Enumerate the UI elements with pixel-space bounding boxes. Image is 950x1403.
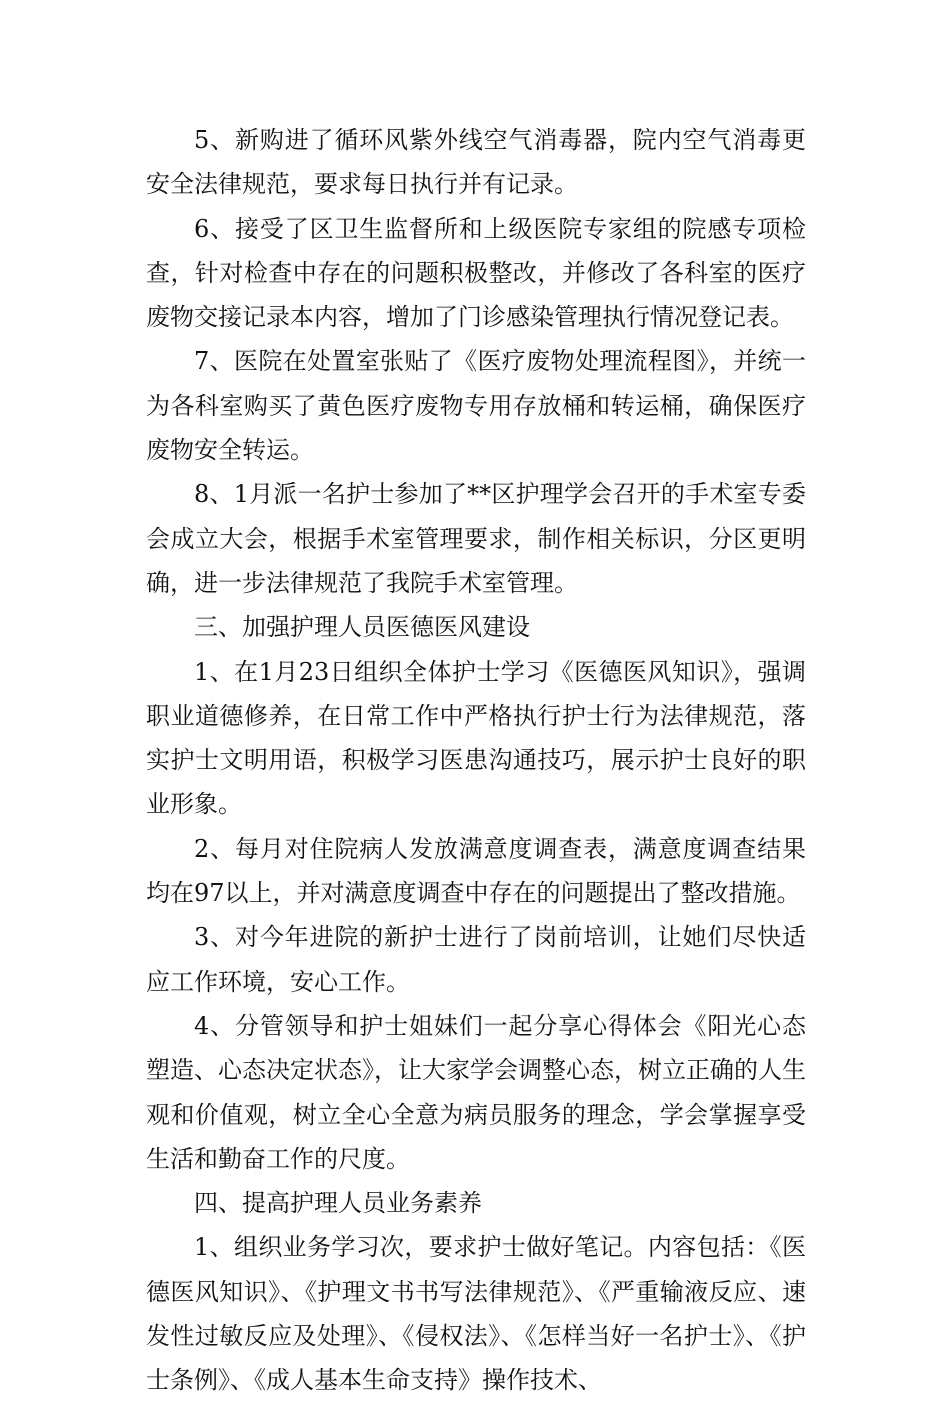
paragraph-section3-item-2: 2、每月对住院病人发放满意度调查表，满意度调查结果均在97以上，并对满意度调查中存在的问题提出了整改措施。 xyxy=(146,834,806,908)
section-heading-4: 四、提高护理人员业务素养 xyxy=(194,1189,482,1218)
section-heading-3: 三、加强护理人员医德医风建设 xyxy=(194,613,530,642)
paragraph-section3-item-3: 3、对今年进院的新护士进行了岗前培训，让她们尽快适应工作环境，安心工作。 xyxy=(146,923,806,996)
paragraph-item-8: 8、1月派一名护士参加了**区护理学会召开的手术室专委会成立大会，根据手术室管理要求，制作相关标识，分区更明确，进一步法律规范了我院手术室管理。 xyxy=(146,480,806,597)
paragraph-item-5: 5、新购进了循环风紫外线空气消毒器，院内空气消毒更安全法律规范，要求每日执行并有记录。 xyxy=(146,126,806,199)
paragraph-section3-item-4: 4、分管领导和护士姐妹们一起分享心得体会《阳光心态塑造、心态决定状态》，让大家学会调整心态，树立正确的人生观和价值观，树立全心全意为病员服务的理念，学会掌握享受生活和勤奋工作的尺度。 xyxy=(146,1011,806,1173)
paragraph-section4-item-1: 1、组织业务学习次，要求护士做好笔记。内容包括：《医德医风知识》、《护理文书书写法律规范》、《严重输液反应、速发性过敏反应及处理》、《侵权法》、《怎样当好一名护士》、《护士条例》、《成人基本生命支持》操作技术、 xyxy=(146,1233,806,1395)
paragraph-section3-item-1: 1、在1月23日组织全体护士学习《医德医风知识》，强调职业道德修养，在日常工作中严格执行护士行为法律规范，落实护士文明用语，积极学习医患沟通技巧，展示护士良好的职业形象。 xyxy=(146,657,806,819)
paragraph-item-7: 7、医院在处置室张贴了《医疗废物处理流程图》，并统一为各科室购买了黄色医疗废物专用存放桶和转运桶，确保医疗废物安全转运。 xyxy=(146,347,806,465)
document-body xyxy=(146,118,806,1403)
paragraph-item-6: 6、接受了区卫生监督所和上级医院专家组的院感专项检查，针对检查中存在的问题积极整改，并修改了各科室的医疗废物交接记录本内容，增加了门诊感染管理执行情况登记表。 xyxy=(146,214,806,332)
